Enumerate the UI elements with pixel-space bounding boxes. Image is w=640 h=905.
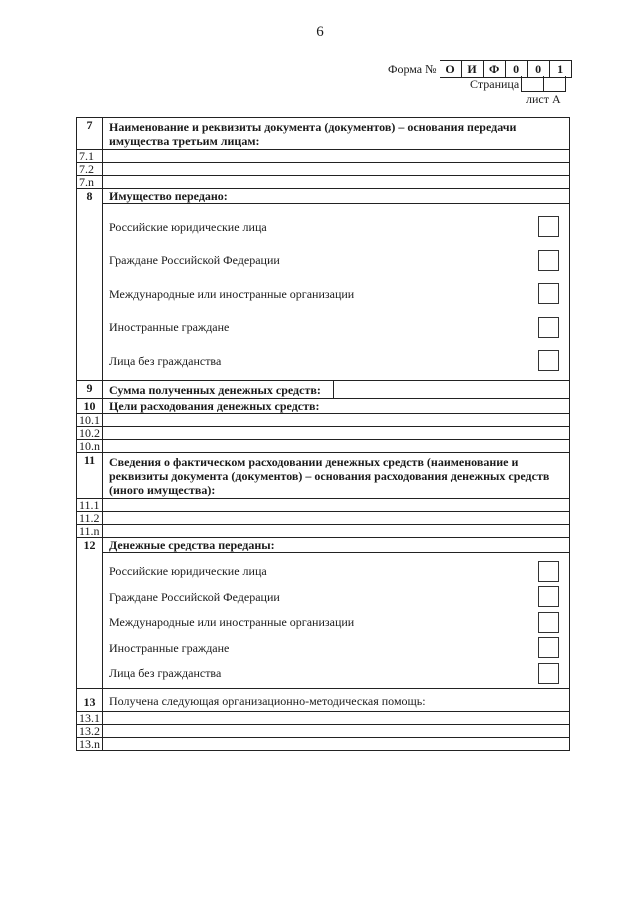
row-input[interactable] (103, 163, 570, 176)
row-input[interactable] (103, 498, 570, 511)
row-input[interactable] (103, 725, 570, 738)
section-title: Сведения о фактическом расходовании денежных средств (наименование и реквизиты документа (документов) – основания расходования денежных средств (иного имущества): (103, 452, 570, 498)
table-row (77, 725, 570, 738)
table-row (77, 413, 570, 426)
table-row (77, 498, 570, 511)
section-number: 7 (77, 118, 103, 150)
section-title: Цели расходования денежных средств: (103, 398, 570, 413)
row-number: 11.n (77, 524, 103, 537)
section-number: 12 (77, 537, 103, 689)
checkbox[interactable] (538, 663, 559, 684)
row-number: 10.n (77, 439, 103, 452)
form-table (76, 117, 570, 751)
section-title: Получена следующая организационно-методическая помощь: (103, 689, 570, 712)
row-number: 7.n (77, 176, 103, 189)
option-label: Российские юридические лица (109, 219, 267, 234)
option-label: Лица без гражданства (109, 353, 222, 368)
form-code-label: Форма № (388, 61, 437, 76)
checkbox[interactable] (538, 561, 559, 582)
row-number: 10.2 (77, 426, 103, 439)
option-row (109, 635, 563, 661)
form-code-cell: 0 (528, 60, 550, 78)
row-input[interactable] (103, 738, 570, 751)
option-row (109, 210, 563, 244)
page-label: Страница (470, 76, 520, 91)
section-number: 10 (77, 398, 103, 413)
section-number: 13 (77, 689, 103, 712)
section-number: 8 (77, 189, 103, 381)
option-label: Международные или иностранные организации (109, 286, 355, 301)
row-number: 13.1 (77, 712, 103, 725)
row-input[interactable] (103, 426, 570, 439)
section-13-header (77, 689, 570, 712)
option-row (109, 344, 563, 378)
row-number: 13.2 (77, 725, 103, 738)
form-code-cell: 0 (506, 60, 528, 78)
option-row (109, 244, 563, 278)
option-list (109, 553, 563, 689)
section-12-header (77, 537, 570, 552)
option-label: Российские юридические лица (109, 564, 267, 579)
row-input[interactable] (103, 511, 570, 524)
table-row (77, 439, 570, 452)
section-title: Денежные средства переданы: (103, 537, 570, 552)
option-row (109, 661, 563, 687)
table-row (77, 163, 570, 176)
option-row (109, 559, 563, 585)
page-number: 6 (316, 24, 324, 40)
table-row (77, 738, 570, 751)
checkbox[interactable] (538, 317, 559, 338)
option-row (109, 311, 563, 345)
section-title: Наименование и реквизиты документа (документов) – основания передачи имущества третьим лицам: (103, 118, 570, 150)
row-number: 10.1 (77, 413, 103, 426)
form-code-cell: И (462, 60, 484, 78)
row-number: 7.2 (77, 163, 103, 176)
option-label: Иностранные граждане (109, 320, 230, 335)
section-9-row (77, 380, 570, 398)
option-list (109, 204, 563, 380)
form-code-cell: Ф (484, 60, 506, 78)
section-number: 9 (77, 380, 103, 398)
table-row (77, 150, 570, 163)
page-number-cell[interactable] (544, 76, 566, 92)
section-8-header (77, 189, 570, 204)
checkbox[interactable] (538, 283, 559, 304)
row-number: 13.n (77, 738, 103, 751)
page-number-cell[interactable] (521, 76, 544, 92)
form-code-cell: 1 (550, 60, 572, 78)
sheet-label: лист А (526, 92, 561, 106)
option-label: Граждане Российской Федерации (109, 589, 280, 604)
checkbox[interactable] (538, 586, 559, 607)
amount-input[interactable] (334, 380, 570, 398)
table-row (77, 511, 570, 524)
form-code-cell: О (440, 60, 462, 78)
row-input[interactable] (103, 413, 570, 426)
section-11-header (77, 452, 570, 498)
page-field (470, 76, 566, 92)
checkbox[interactable] (538, 350, 559, 371)
option-row (109, 610, 563, 636)
section-7-header (77, 118, 570, 150)
option-label: Граждане Российской Федерации (109, 253, 280, 268)
section-title: Имущество передано: (103, 189, 570, 204)
section-12-options (77, 552, 570, 689)
table-row (77, 524, 570, 537)
table-row (77, 712, 570, 725)
option-label: Международные или иностранные организации (109, 615, 355, 630)
table-row (77, 426, 570, 439)
section-10-header (77, 398, 570, 413)
checkbox[interactable] (538, 250, 559, 271)
option-row (109, 584, 563, 610)
section-8-options (77, 204, 570, 381)
option-label: Лица без гражданства (109, 666, 222, 681)
row-input[interactable] (103, 176, 570, 189)
option-label: Иностранные граждане (109, 640, 230, 655)
section-title: Сумма полученных денежных средств: (103, 380, 334, 398)
checkbox[interactable] (538, 216, 559, 237)
row-number: 11.1 (77, 498, 103, 511)
row-input[interactable] (103, 524, 570, 537)
section-number: 11 (77, 452, 103, 498)
checkbox[interactable] (538, 637, 559, 658)
table-row (77, 176, 570, 189)
row-number: 7.1 (77, 150, 103, 163)
row-input[interactable] (103, 150, 570, 163)
row-number: 11.2 (77, 511, 103, 524)
row-input[interactable] (103, 712, 570, 725)
option-row (109, 277, 563, 311)
row-input[interactable] (103, 439, 570, 452)
checkbox[interactable] (538, 612, 559, 633)
